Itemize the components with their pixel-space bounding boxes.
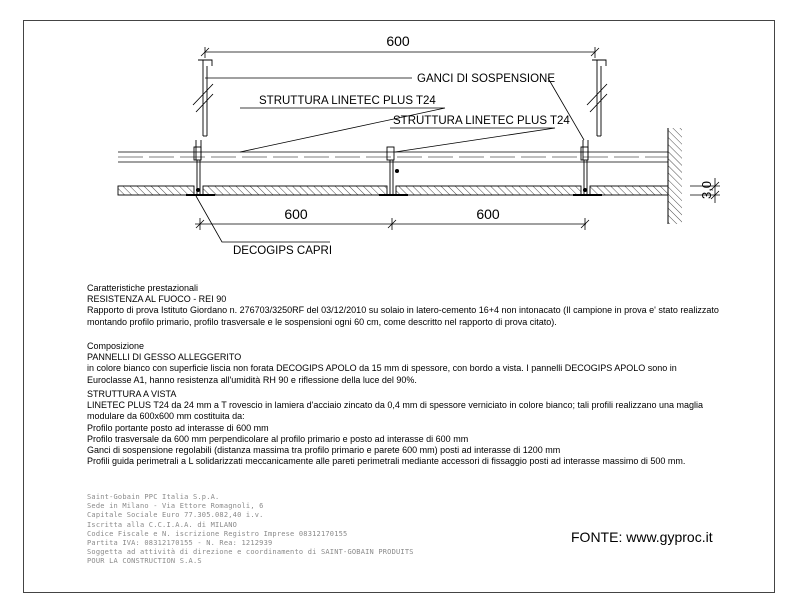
structure-line: Profilo trasversale da 600 mm perpendicolare al profilo primario e posto ad interasse di 600 mm (87, 433, 469, 444)
profile-right (581, 147, 588, 194)
side-dimension-value: 3,0 (699, 180, 714, 200)
composition-line: Euroclasse A1, hanno resistenza all'umidità RH 90 e riflessione della luce del 90%. (87, 374, 417, 385)
company-line: Iscritta alla C.C.I.A.A. di MILANO (87, 520, 238, 529)
profile-left (194, 147, 201, 194)
composition-line: in colore bianco con superficie liscia non forata DECOGIPS APOLO da 15 mm di spessore, con bordo a vista. I pannelli DECOGIPS APOLO sono in (87, 363, 677, 374)
composition-subheading: PANNELLI DI GESSO ALLEGGERITO (87, 352, 242, 363)
company-line: Capitale Sociale Euro 77.305.082,40 i.v. (87, 511, 264, 520)
label-hangers: GANCI DI SOSPENSIONE (417, 73, 556, 85)
company-line: Saint-Gobain PPC Italia S.p.A. (87, 493, 220, 501)
composition-section (87, 341, 777, 386)
label-structure-1: STRUTTURA LINETEC PLUS T24 (259, 95, 436, 107)
right-wall (668, 128, 682, 224)
company-line: Codice Fiscale e N. iscrizione Registro Imprese 08312170155 (87, 529, 348, 538)
bottom-dimension-left-value: 600 (284, 206, 308, 222)
structure-section (87, 389, 777, 467)
performance-heading: Caratteristiche prestazionali (87, 283, 199, 293)
performance-section (87, 283, 777, 328)
bottom-dimension (195, 218, 589, 230)
performance-line: montando profilo primario, profilo trasversale e le sospensioni ogni 60 cm, come descritto nel rapporto di prova citato). (87, 316, 557, 327)
company-line: Soggetta ad attività di direzione e coordinamento di SAINT-GOBAIN PRODUITS (87, 548, 414, 557)
bottom-dimension-right-value: 600 (476, 206, 500, 222)
hanger-right (583, 60, 607, 160)
hanger-left (193, 60, 213, 160)
structure-line: modulare da 600x600 mm costituita da: (87, 411, 245, 422)
structure-line: Profilo portante posto ad interasse di 600 mm (87, 422, 269, 433)
ceiling-section-drawing (0, 0, 800, 280)
performance-line: Rapporto di prova Istituto Giordano n. 276703/3250RF del 03/12/2010 su solaio in latero-cemento 16+4 non intonacato (Il campione in prova e' stato realizzato (87, 305, 719, 316)
company-line: Sede in Milano - Via Ettore Romagnoli, 6 (87, 502, 264, 511)
structure-line: Ganci di sospensione regolabili (distanza massima tra profilo primario e parete 600 mm) posti ad interasse di 1200 mm (87, 445, 561, 456)
structure-line: Profili guida perimetrali a L solidarizzati meccanicamente alle pareti perimetrali mediante accessori di fissaggio posti ad interasse massimo di 500 mm. (87, 456, 686, 467)
structure-line: LINETEC PLUS T24 da 24 mm a T rovescio in lamiera d'acciaio zincato da 0,4 mm di spessore verniciato in colore bianco; tali profili realizzano una maglia (87, 400, 704, 411)
composition-heading: Composizione (87, 341, 145, 351)
label-structure-2: STRUTTURA LINETEC PLUS T24 (393, 115, 570, 127)
top-dimension-value: 600 (386, 33, 410, 49)
company-line: Partita IVA: 08312170155 - N. Rea: 1212939 (87, 539, 273, 548)
structure-heading: STRUTTURA A VISTA (87, 389, 177, 399)
company-line: POUR LA CONSTRUCTION S.A.S (87, 557, 202, 566)
source-label: FONTE: www.gyproc.it (571, 529, 713, 545)
company-info (87, 493, 414, 567)
performance-subheading: RESISTENZA AL FUOCO - REI 90 (87, 294, 227, 305)
label-panel: DECOGIPS CAPRI (233, 245, 333, 257)
